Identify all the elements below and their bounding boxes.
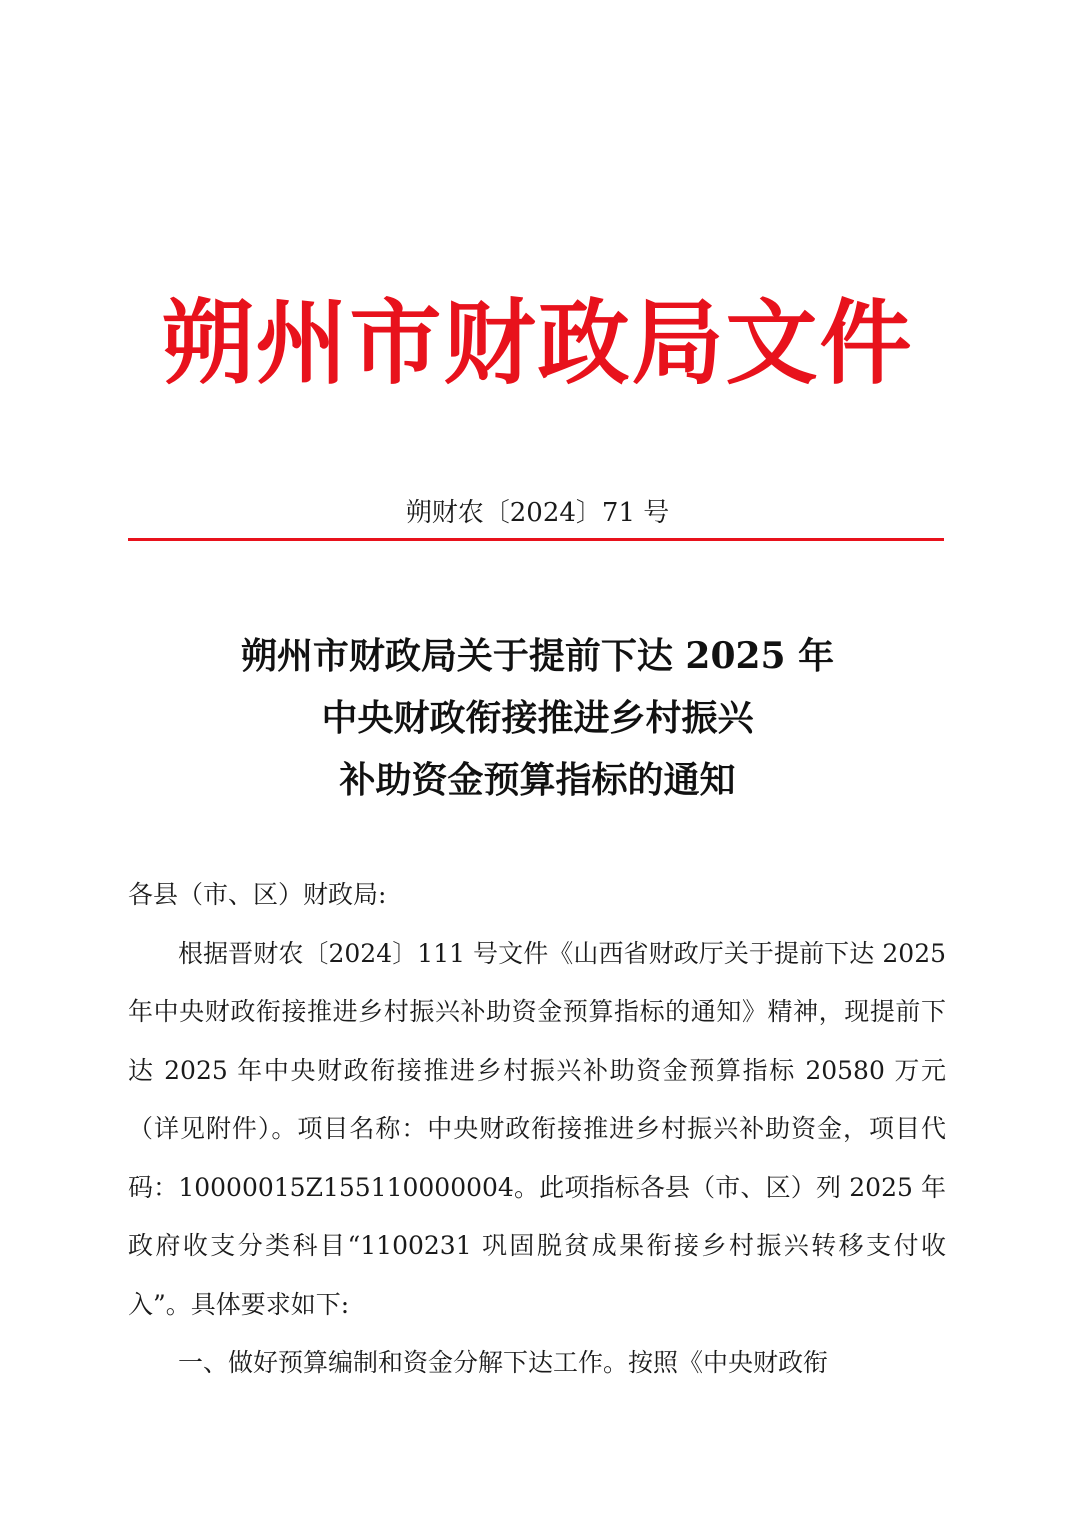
notice-title-line-3: 补助资金预算指标的通知 <box>339 759 736 801</box>
document-header-title: 朔州市财政局文件 <box>161 289 914 397</box>
notice-title-line-1: 朔州市财政局关于提前下达 2025 年 <box>240 635 835 677</box>
salutation: 各县（市、区）财政局: <box>128 880 387 909</box>
red-divider-line <box>128 538 944 541</box>
document-body <box>128 866 946 1393</box>
notice-title <box>0 625 1075 811</box>
document-number: 朔财农〔2024〕71 号 <box>405 498 670 528</box>
notice-title-line-2: 中央财政衔接推进乡村振兴 <box>321 697 754 739</box>
body-paragraph: 根据晋财农〔2024〕111 号文件《山西省财政厅关于提前下达 2025 年中央财政衔接推进乡村振兴补助资金预算指标的通知》精神，现提前下达 2025 年中央财政衔接推进乡村振兴补助资金预算指标 20580 万元（详见附件）。项目名称：中央财政衔接推进乡村振兴补助资金，项目代码：10000015Z155110000004。此项指标各县（市、区）列 2025 年政府收支分类科目“1100231 巩固脱贫成果衔接乡村振兴转移支付收入”。具体要求如下: <box>128 938 946 1319</box>
body-paragraph: 一、做好预算编制和资金分解下达工作。按照《中央财政衔 <box>178 1348 829 1377</box>
